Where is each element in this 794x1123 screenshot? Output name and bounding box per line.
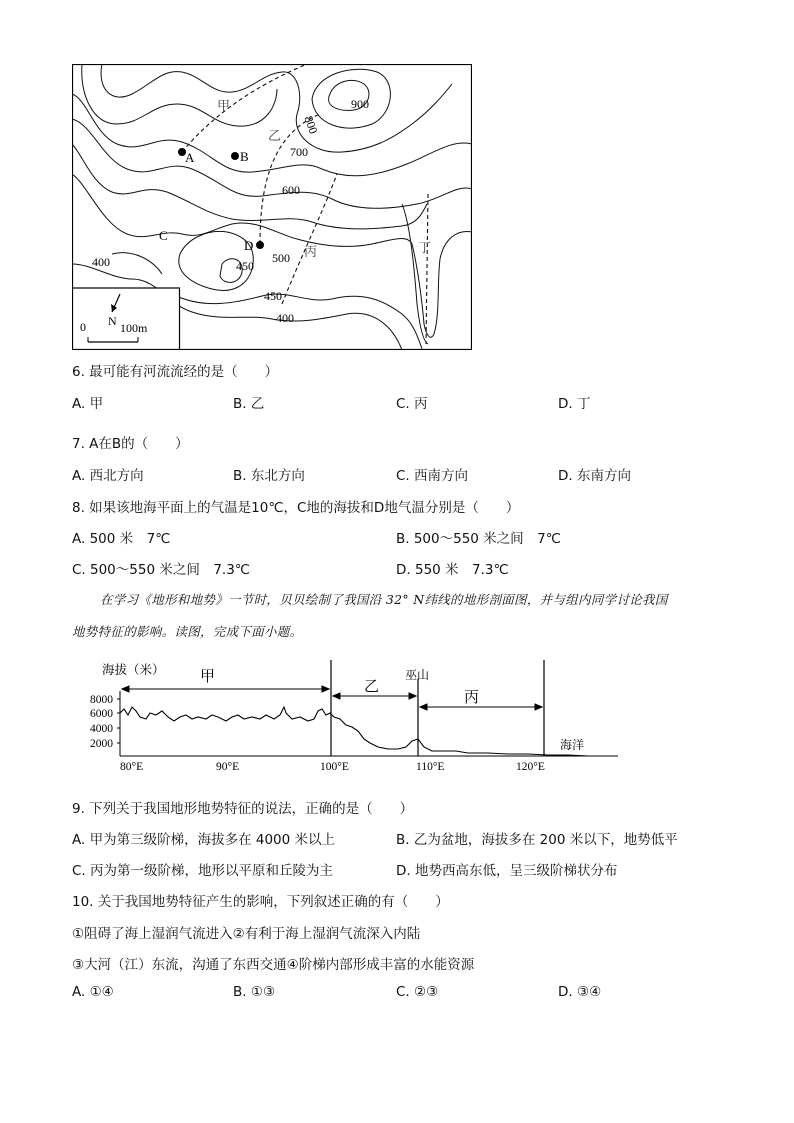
label-ding: 丁: [418, 240, 432, 255]
q10-stem: 10. 关于我国地势特征产生的影响，下列叙述正确的有（ ）: [72, 894, 449, 910]
q8-option-a[interactable]: A. 500 米 7℃: [72, 531, 171, 547]
wushan-label: 巫山: [405, 668, 430, 682]
contour-label-700: 700: [290, 145, 308, 159]
contour-label-800: 800: [301, 113, 321, 136]
q6-option-c[interactable]: C. 丙: [396, 396, 428, 412]
q6-option-a[interactable]: A. 甲: [72, 396, 104, 412]
q9-option-d[interactable]: D. 地势西高东低，呈三级阶梯状分布: [396, 863, 618, 879]
xtick-100: 100°E: [320, 761, 349, 773]
point-b-label: B: [240, 149, 249, 164]
north-label: N: [108, 314, 117, 328]
xtick-80: 80°E: [120, 761, 144, 773]
q7-stem: 7. A在B的（ ）: [72, 436, 189, 452]
contour-label-600: 600: [282, 183, 300, 197]
q8-stem: 8. 如果该地海平面上的气温是10℃，C地的海拔和D地气温分别是（ ）: [72, 500, 520, 516]
contour-label-400-b: 400: [276, 311, 294, 325]
q9-option-a[interactable]: A. 甲为第三级阶梯，海拔多在 4000 米以上: [72, 832, 336, 848]
xtick-110: 110°E: [416, 761, 445, 773]
scale-value: 100m: [120, 321, 148, 335]
q10-option-a[interactable]: A. ①④: [72, 984, 114, 1000]
xtick-120: 120°E: [516, 761, 545, 773]
q8-option-c[interactable]: C. 500～550 米之间 7.3℃: [72, 562, 250, 578]
point-d-label: D: [244, 238, 254, 253]
profile-ylabel: 海拔（米）: [102, 662, 165, 677]
q8-option-b[interactable]: B. 500～550 米之间 7℃: [396, 531, 561, 547]
q8-option-d[interactable]: D. 550 米 7.3℃: [396, 562, 509, 578]
section-bing: 丙: [464, 688, 480, 706]
contour-label-450-a: 450: [236, 259, 254, 273]
contour-label-450-b: 450: [264, 289, 282, 303]
contour-label-500: 500: [272, 251, 290, 265]
q10-statement-line-1: ①阻碍了海上湿润气流进入②有利于海上湿润气流深入内陆: [72, 926, 421, 942]
legend-box: [73, 288, 180, 350]
contour-label-900: 900: [351, 97, 369, 111]
q10-option-d[interactable]: D. ③④: [558, 984, 602, 1000]
sea-label: 海洋: [560, 738, 585, 752]
label-jia: 甲: [217, 98, 231, 113]
point-c-label: C: [159, 228, 168, 243]
q6-option-d[interactable]: D. 丁: [558, 396, 591, 412]
q10-statement-line-2: ③大河（江）东流，沟通了东西交通④阶梯内部形成丰富的水能资源: [72, 957, 475, 973]
intro-line-2: 地势特征的影响。读图，完成下面小题。: [72, 624, 303, 639]
label-bing: 丙: [304, 244, 318, 259]
ytick-2000: 2000: [90, 738, 113, 750]
q10-option-c[interactable]: C. ②③: [396, 984, 439, 1000]
contour-map: [72, 64, 472, 350]
q7-option-c[interactable]: C. 西南方向: [396, 468, 469, 484]
contour-label-400-a: 400: [92, 255, 110, 269]
terrain-profile: [120, 707, 588, 756]
point-a-label: A: [185, 150, 195, 165]
q7-option-d[interactable]: D. 东南方向: [558, 468, 631, 484]
ytick-4000: 4000: [90, 723, 113, 735]
q6-option-b[interactable]: B. 乙: [233, 396, 265, 412]
ytick-8000: 8000: [90, 694, 113, 706]
section-yi: 乙: [364, 677, 380, 695]
ytick-6000: 6000: [90, 708, 113, 720]
q7-option-b[interactable]: B. 东北方向: [233, 468, 305, 484]
intro-line-1: 在学习《地形和地势》一节时，贝贝绘制了我国沿 32° N纬线的地形剖面图，并与组内同学讨论我国: [100, 592, 668, 607]
point-d-marker: [256, 241, 264, 249]
profile-diagram: [88, 655, 623, 775]
label-yi: 乙: [268, 128, 282, 143]
point-b-marker: [231, 152, 239, 160]
q9-option-c[interactable]: C. 丙为第一级阶梯，地形以平原和丘陵为主: [72, 863, 334, 879]
xtick-90: 90°E: [216, 761, 240, 773]
q6-stem: 6. 最可能有河流流经的是（ ）: [72, 364, 279, 380]
scale-zero: 0: [80, 320, 86, 334]
q9-stem: 9. 下列关于我国地形地势特征的说法，正确的是（ ）: [72, 801, 414, 817]
section-jia: 甲: [200, 667, 216, 685]
q9-option-b[interactable]: B. 乙为盆地，海拔多在 200 米以下，地势低平: [396, 832, 678, 848]
q10-option-b[interactable]: B. ①③: [233, 984, 276, 1000]
q7-option-a[interactable]: A. 西北方向: [72, 468, 144, 484]
